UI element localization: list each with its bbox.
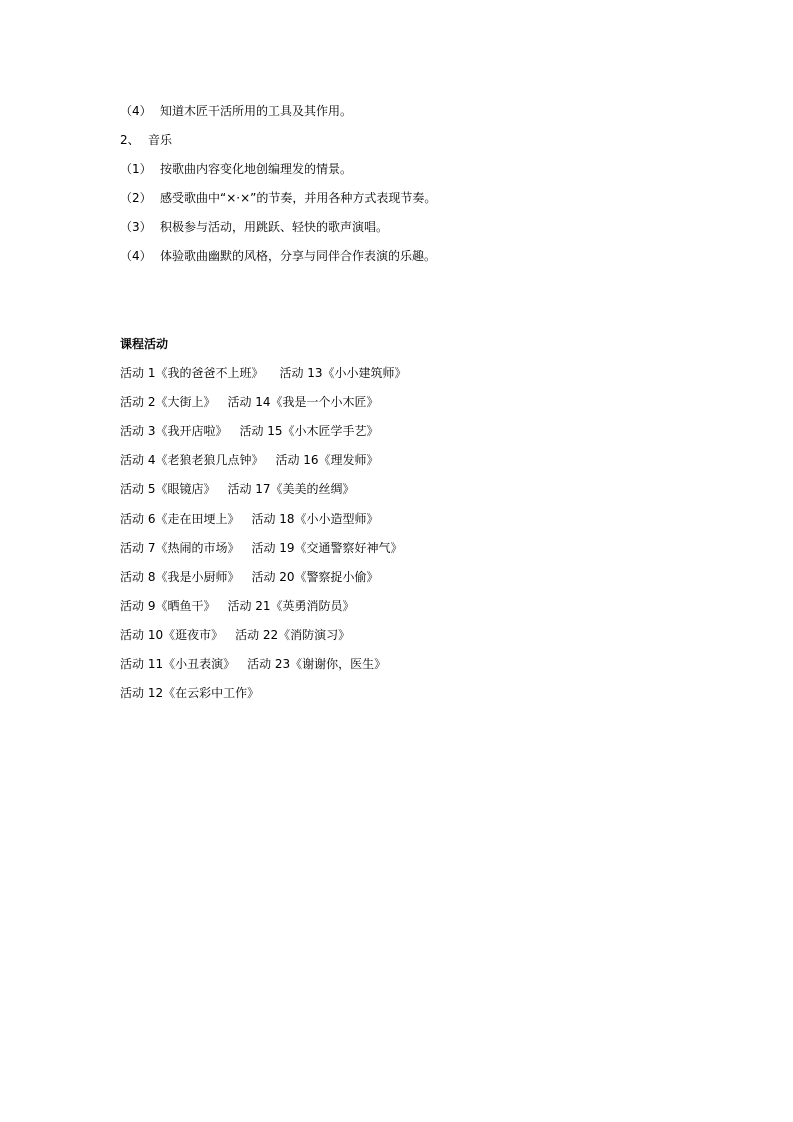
music-goal-1 [120,161,352,177]
activity-right: 活动 13《小小建筑师》 [279,366,407,380]
activity-row [120,540,403,556]
music-goal-3 [120,219,388,235]
music-goal-4 [120,248,436,264]
activity-right: 活动 14《我是一个小木匠》 [227,395,379,409]
activity-row [120,598,355,614]
activity-left: 活动 6《走在田埂上》 [120,512,240,526]
activity-left: 活动 1《我的爸爸不上班》 [120,366,264,380]
section-heading-music [120,132,172,148]
activities-heading: 课程活动 [120,337,169,351]
activity-row [120,481,355,497]
activity-left: 活动 2《大街上》 [120,395,216,409]
activity-left: 活动 9《晒鱼干》 [120,599,216,613]
activity-right: 活动 17《美美的丝绸》 [227,482,355,496]
goal-item-number: （4） [120,104,152,118]
activity-right: 活动 22《消防演习》 [235,628,351,642]
music-goal-number: （3） [120,220,152,234]
activity-right: 活动 15《小木匠学手艺》 [239,424,379,438]
activity-left: 活动 7《热闹的市场》 [120,541,240,555]
activity-left: 活动 8《我是小厨师》 [120,570,240,584]
activity-left: 活动 12《在云彩中工作》 [120,686,260,700]
music-goal-number: （4） [120,249,152,263]
music-goal-number: （1） [120,162,152,176]
activity-right: 活动 18《小小造型师》 [251,512,379,526]
activity-row [120,394,379,410]
activity-left: 活动 3《我开店啦》 [120,424,228,438]
section-title: 音乐 [148,133,173,147]
activity-row [120,569,379,585]
music-goal-number: （2） [120,191,152,205]
activity-row [120,511,379,527]
activity-left: 活动 10《逛夜市》 [120,628,224,642]
activity-left: 活动 4《老狼老狼几点钟》 [120,453,264,467]
music-goal-2 [120,190,436,206]
section-number: 2、 [120,133,140,147]
activity-row [120,365,407,381]
music-goal-text: 按歌曲内容变化地创编理发的情景。 [160,162,353,176]
activity-row [120,685,259,701]
activity-left: 活动 5《眼镜店》 [120,482,216,496]
activity-right: 活动 19《交通警察好神气》 [251,541,403,555]
goal-item-4 [120,103,352,119]
goal-item-text: 知道木匠干活所用的工具及其作用。 [160,104,353,118]
activity-row [120,656,386,672]
music-goal-text: 感受歌曲中“×·×”的节奏，并用各种方式表现节奏。 [160,191,437,205]
activity-row [120,423,379,439]
activity-row [120,452,379,468]
activity-right: 活动 16《理发师》 [275,453,379,467]
activity-left: 活动 11《小丑表演》 [120,657,236,671]
activity-right: 活动 23《谢谢你，医生》 [247,657,387,671]
activity-right: 活动 21《英勇消防员》 [227,599,355,613]
activity-row [120,627,350,643]
music-goal-text: 体验歌曲幽默的风格，分享与同伴合作表演的乐趣。 [160,249,437,263]
activity-right: 活动 20《警察捉小偷》 [251,570,379,584]
music-goal-text: 积极参与活动，用跳跃、轻快的歌声演唱。 [160,220,389,234]
